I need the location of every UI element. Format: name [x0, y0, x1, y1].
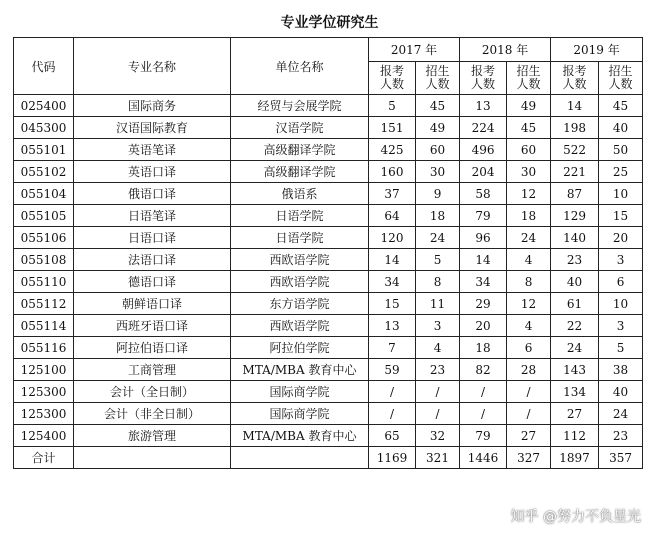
cell-admitted-2018: 28	[507, 359, 551, 381]
header-admitted-2017	[416, 62, 460, 95]
cell-applicants-2019: 40	[551, 271, 599, 293]
cell-applicants-2017: 64	[369, 205, 416, 227]
cell-applicants-2019: 14	[551, 95, 599, 117]
cell-major: 会计（全日制）	[74, 381, 231, 403]
cell-applicants-2018: 18	[460, 337, 507, 359]
cell-admitted-2018: /	[507, 381, 551, 403]
cell-applicants-2018: 224	[460, 117, 507, 139]
cell-applicants-2017: 120	[369, 227, 416, 249]
cell-applicants-2018: 496	[460, 139, 507, 161]
cell-major: 阿拉伯语口译	[74, 337, 231, 359]
total-row	[14, 447, 643, 469]
cell-code: 125400	[14, 425, 74, 447]
cell-empty	[74, 447, 231, 469]
cell-admitted-2019: 10	[599, 293, 643, 315]
header-major: 专业名称	[74, 38, 231, 95]
cell-applicants-2019: 143	[551, 359, 599, 381]
cell-code: 055106	[14, 227, 74, 249]
table-row	[14, 227, 643, 249]
table-row	[14, 425, 643, 447]
watermark: 知乎 @努力不负星光	[510, 509, 641, 525]
cell-admitted-2018: 6	[507, 337, 551, 359]
cell-admitted-2017: 11	[416, 293, 460, 315]
cell-code: 055104	[14, 183, 74, 205]
header-applicants-2019	[551, 62, 599, 95]
header-admitted-label: 招生人数	[516, 64, 541, 91]
cell-unit: 经贸与会展学院	[231, 95, 369, 117]
cell-code: 055116	[14, 337, 74, 359]
total-admitted-2019: 357	[599, 447, 643, 469]
table-row	[14, 403, 643, 425]
cell-admitted-2017: 4	[416, 337, 460, 359]
cell-applicants-2018: /	[460, 403, 507, 425]
cell-major: 朝鲜语口译	[74, 293, 231, 315]
cell-unit: 日语学院	[231, 205, 369, 227]
cell-admitted-2019: 40	[599, 117, 643, 139]
cell-admitted-2018: 27	[507, 425, 551, 447]
cell-major: 会计（非全日制）	[74, 403, 231, 425]
cell-admitted-2017: 32	[416, 425, 460, 447]
cell-major: 旅游管理	[74, 425, 231, 447]
header-unit: 单位名称	[231, 38, 369, 95]
cell-admitted-2019: 45	[599, 95, 643, 117]
cell-applicants-2017: 151	[369, 117, 416, 139]
cell-admitted-2018: 8	[507, 271, 551, 293]
cell-admitted-2017: 24	[416, 227, 460, 249]
cell-admitted-2018: 4	[507, 249, 551, 271]
cell-major: 法语口译	[74, 249, 231, 271]
cell-unit: 高级翻译学院	[231, 139, 369, 161]
total-admitted-2017: 321	[416, 447, 460, 469]
cell-unit: MTA/MBA 教育中心	[231, 425, 369, 447]
cell-unit: 汉语学院	[231, 117, 369, 139]
cell-unit: 国际商学院	[231, 403, 369, 425]
total-applicants-2018: 1446	[460, 447, 507, 469]
table-row	[14, 315, 643, 337]
cell-unit: 西欧语学院	[231, 249, 369, 271]
table-row	[14, 117, 643, 139]
cell-admitted-2019: 40	[599, 381, 643, 403]
cell-applicants-2018: 20	[460, 315, 507, 337]
table-row	[14, 183, 643, 205]
cell-code: 055110	[14, 271, 74, 293]
cell-applicants-2019: 198	[551, 117, 599, 139]
table-row	[14, 359, 643, 381]
cell-admitted-2017: 18	[416, 205, 460, 227]
cell-applicants-2019: 134	[551, 381, 599, 403]
cell-applicants-2019: 27	[551, 403, 599, 425]
cell-admitted-2017: 9	[416, 183, 460, 205]
cell-applicants-2018: 82	[460, 359, 507, 381]
cell-admitted-2018: 12	[507, 183, 551, 205]
cell-admitted-2017: 3	[416, 315, 460, 337]
cell-admitted-2018: 30	[507, 161, 551, 183]
cell-applicants-2018: 79	[460, 205, 507, 227]
cell-major: 俄语口译	[74, 183, 231, 205]
cell-applicants-2017: 15	[369, 293, 416, 315]
header-year-2019: 2019 年	[551, 38, 643, 62]
header-applicants-label: 报考人数	[562, 64, 587, 91]
cell-code: 045300	[14, 117, 74, 139]
header-code: 代码	[14, 38, 74, 95]
cell-applicants-2017: /	[369, 381, 416, 403]
cell-admitted-2017: 45	[416, 95, 460, 117]
table-row	[14, 249, 643, 271]
total-applicants-2019: 1897	[551, 447, 599, 469]
cell-applicants-2018: 204	[460, 161, 507, 183]
cell-admitted-2019: 3	[599, 315, 643, 337]
cell-applicants-2019: 22	[551, 315, 599, 337]
cell-admitted-2019: 20	[599, 227, 643, 249]
cell-admitted-2019: 10	[599, 183, 643, 205]
total-label: 合计	[14, 447, 74, 469]
cell-applicants-2018: /	[460, 381, 507, 403]
cell-admitted-2019: 25	[599, 161, 643, 183]
cell-applicants-2018: 34	[460, 271, 507, 293]
cell-admitted-2017: 23	[416, 359, 460, 381]
header-admitted-2018	[507, 62, 551, 95]
cell-applicants-2017: /	[369, 403, 416, 425]
cell-unit: 西欧语学院	[231, 315, 369, 337]
cell-applicants-2019: 24	[551, 337, 599, 359]
cell-applicants-2019: 61	[551, 293, 599, 315]
cell-applicants-2018: 58	[460, 183, 507, 205]
cell-applicants-2019: 140	[551, 227, 599, 249]
cell-admitted-2018: 24	[507, 227, 551, 249]
cell-applicants-2018: 96	[460, 227, 507, 249]
cell-admitted-2019: 24	[599, 403, 643, 425]
header-applicants-label: 报考人数	[471, 64, 496, 91]
cell-admitted-2019: 5	[599, 337, 643, 359]
cell-major: 国际商务	[74, 95, 231, 117]
cell-admitted-2019: 3	[599, 249, 643, 271]
cell-admitted-2019: 38	[599, 359, 643, 381]
cell-admitted-2018: 60	[507, 139, 551, 161]
cell-code: 055101	[14, 139, 74, 161]
cell-admitted-2017: 5	[416, 249, 460, 271]
cell-applicants-2017: 160	[369, 161, 416, 183]
cell-applicants-2018: 14	[460, 249, 507, 271]
cell-code: 025400	[14, 95, 74, 117]
cell-applicants-2017: 5	[369, 95, 416, 117]
cell-applicants-2019: 112	[551, 425, 599, 447]
page-title: 专业学位研究生	[280, 15, 379, 31]
cell-code: 055105	[14, 205, 74, 227]
cell-admitted-2019: 6	[599, 271, 643, 293]
header-applicants-label: 报考人数	[379, 64, 404, 91]
cell-applicants-2017: 65	[369, 425, 416, 447]
cell-applicants-2019: 129	[551, 205, 599, 227]
cell-admitted-2018: 49	[507, 95, 551, 117]
cell-unit: 西欧语学院	[231, 271, 369, 293]
cell-admitted-2017: /	[416, 403, 460, 425]
cell-admitted-2017: 60	[416, 139, 460, 161]
cell-admitted-2017: /	[416, 381, 460, 403]
cell-applicants-2019: 23	[551, 249, 599, 271]
table-row	[14, 139, 643, 161]
cell-code: 125300	[14, 381, 74, 403]
cell-admitted-2018: 12	[507, 293, 551, 315]
cell-code: 125100	[14, 359, 74, 381]
total-admitted-2018: 327	[507, 447, 551, 469]
cell-admitted-2019: 50	[599, 139, 643, 161]
cell-applicants-2018: 79	[460, 425, 507, 447]
header-year-2018: 2018 年	[460, 38, 551, 62]
cell-applicants-2017: 59	[369, 359, 416, 381]
cell-major: 德语口译	[74, 271, 231, 293]
cell-major: 汉语国际教育	[74, 117, 231, 139]
header-admitted-2019	[599, 62, 643, 95]
cell-code: 055102	[14, 161, 74, 183]
cell-code: 055114	[14, 315, 74, 337]
table-row	[14, 271, 643, 293]
admissions-table	[13, 37, 643, 469]
cell-admitted-2017: 8	[416, 271, 460, 293]
cell-code: 125300	[14, 403, 74, 425]
cell-unit: 日语学院	[231, 227, 369, 249]
table-row	[14, 161, 643, 183]
table-row	[14, 95, 643, 117]
header-admitted-label: 招生人数	[608, 64, 633, 91]
table-row	[14, 337, 643, 359]
header-admitted-label: 招生人数	[425, 64, 450, 91]
cell-major: 英语口译	[74, 161, 231, 183]
cell-applicants-2019: 522	[551, 139, 599, 161]
cell-admitted-2018: /	[507, 403, 551, 425]
cell-unit: 国际商学院	[231, 381, 369, 403]
cell-applicants-2018: 29	[460, 293, 507, 315]
cell-applicants-2017: 425	[369, 139, 416, 161]
cell-empty	[231, 447, 369, 469]
cell-major: 西班牙语口译	[74, 315, 231, 337]
cell-code: 055108	[14, 249, 74, 271]
cell-applicants-2017: 37	[369, 183, 416, 205]
header-year-2017: 2017 年	[369, 38, 460, 62]
cell-major: 英语笔译	[74, 139, 231, 161]
cell-admitted-2017: 30	[416, 161, 460, 183]
cell-admitted-2018: 4	[507, 315, 551, 337]
cell-unit: 东方语学院	[231, 293, 369, 315]
cell-applicants-2019: 221	[551, 161, 599, 183]
cell-admitted-2018: 18	[507, 205, 551, 227]
cell-admitted-2018: 45	[507, 117, 551, 139]
cell-applicants-2017: 14	[369, 249, 416, 271]
cell-unit: 俄语系	[231, 183, 369, 205]
cell-applicants-2017: 34	[369, 271, 416, 293]
cell-applicants-2019: 87	[551, 183, 599, 205]
cell-applicants-2017: 13	[369, 315, 416, 337]
cell-unit: 阿拉伯学院	[231, 337, 369, 359]
cell-unit: MTA/MBA 教育中心	[231, 359, 369, 381]
cell-admitted-2017: 49	[416, 117, 460, 139]
cell-code: 055112	[14, 293, 74, 315]
cell-admitted-2019: 23	[599, 425, 643, 447]
header-applicants-2018	[460, 62, 507, 95]
cell-unit: 高级翻译学院	[231, 161, 369, 183]
cell-major: 工商管理	[74, 359, 231, 381]
header-applicants-2017	[369, 62, 416, 95]
cell-admitted-2019: 15	[599, 205, 643, 227]
table-row	[14, 293, 643, 315]
table-row	[14, 381, 643, 403]
cell-applicants-2017: 7	[369, 337, 416, 359]
cell-applicants-2018: 13	[460, 95, 507, 117]
total-applicants-2017: 1169	[369, 447, 416, 469]
cell-major: 日语口译	[74, 227, 231, 249]
cell-major: 日语笔译	[74, 205, 231, 227]
table-row	[14, 205, 643, 227]
